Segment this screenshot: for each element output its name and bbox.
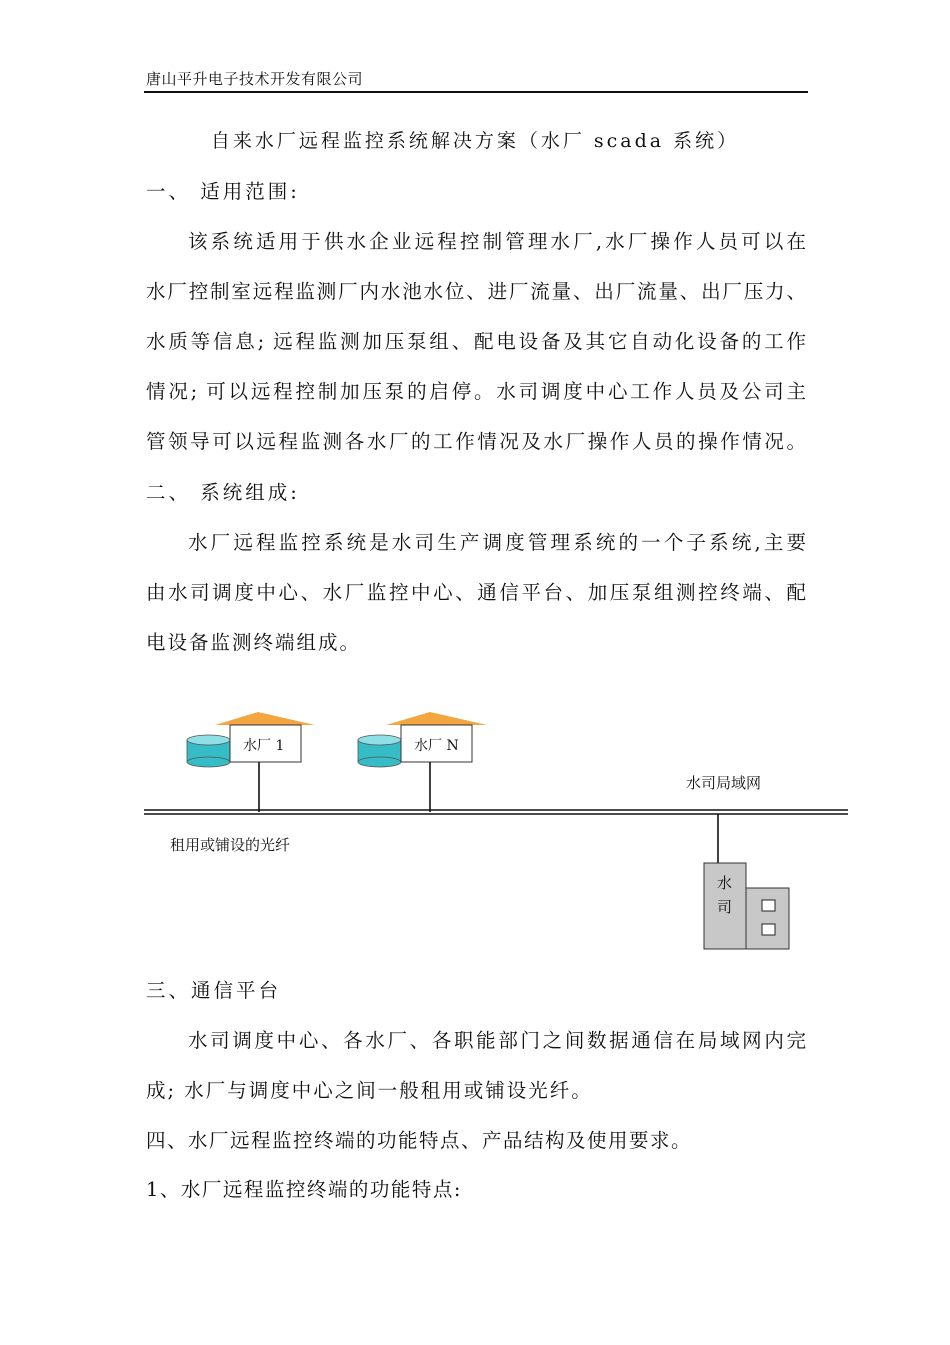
hq-label-char-2: 司	[717, 898, 733, 916]
paragraph-line: 管领导可以远程监测各水厂的工作情况及水厂操作人员的操作情况。	[146, 430, 806, 453]
section-heading-terminal: 四、水厂远程监控终端的功能特点、产品结构及使用要求。	[146, 1129, 693, 1152]
subsection-heading-features: 1、水厂远程监控终端的功能特点:	[146, 1178, 462, 1201]
paragraph-line: 水质等信息; 远程监测加压泵组、配电设备及其它自动化设备的工作	[146, 330, 806, 353]
header-company-name: 唐山平升电子技术开发有限公司	[146, 70, 364, 88]
paragraph-line: 由水司调度中心、水厂监控中心、通信平台、加压泵组测控终端、配	[146, 581, 806, 604]
section-heading-scope: 一、 适用范围:	[146, 180, 300, 203]
plant-n-label: 水厂 N	[414, 738, 459, 754]
paragraph-line: 电设备监测终端组成。	[146, 631, 362, 654]
hq-window	[762, 924, 775, 935]
paragraph-line: 水司调度中心、各水厂、各职能部门之间数据通信在局域网内完	[188, 1029, 806, 1052]
paragraph-line: 水厂远程监控系统是水司生产调度管理系统的一个子系统,主要	[188, 531, 806, 554]
paragraph-line: 成; 水厂与调度中心之间一般租用或铺设光纤。	[146, 1079, 593, 1102]
document-title: 自来水厂远程监控系统解决方案（水厂 scada 系统）	[210, 130, 740, 152]
plant-n-roof	[386, 712, 487, 725]
header-divider	[144, 91, 808, 93]
hq-low-building	[746, 888, 789, 949]
paragraph-line: 水厂控制室远程监测厂内水池水位、进厂流量、出厂流量、出厂压力、	[146, 280, 806, 303]
plant-1-roof	[215, 712, 315, 725]
paragraph-line: 情况; 可以远程控制加压泵的启停。水司调度中心工作人员及公司主	[146, 380, 806, 403]
paragraph-line: 该系统适用于供水企业远程控制管理水厂,水厂操作人员可以在	[188, 230, 806, 253]
water-tank-icon	[187, 735, 230, 767]
hq-window	[762, 900, 775, 911]
network-diagram	[140, 700, 855, 960]
section-heading-composition: 二、 系统组成:	[146, 481, 300, 504]
section-heading-communication: 三、通信平台	[146, 979, 282, 1002]
hq-label-char-1: 水	[717, 874, 733, 892]
lan-label: 水司局域网	[686, 774, 762, 792]
fiber-label: 租用或铺设的光纤	[170, 836, 291, 854]
water-tank-icon	[358, 735, 401, 767]
plant-1-label: 水厂 1	[243, 738, 285, 754]
